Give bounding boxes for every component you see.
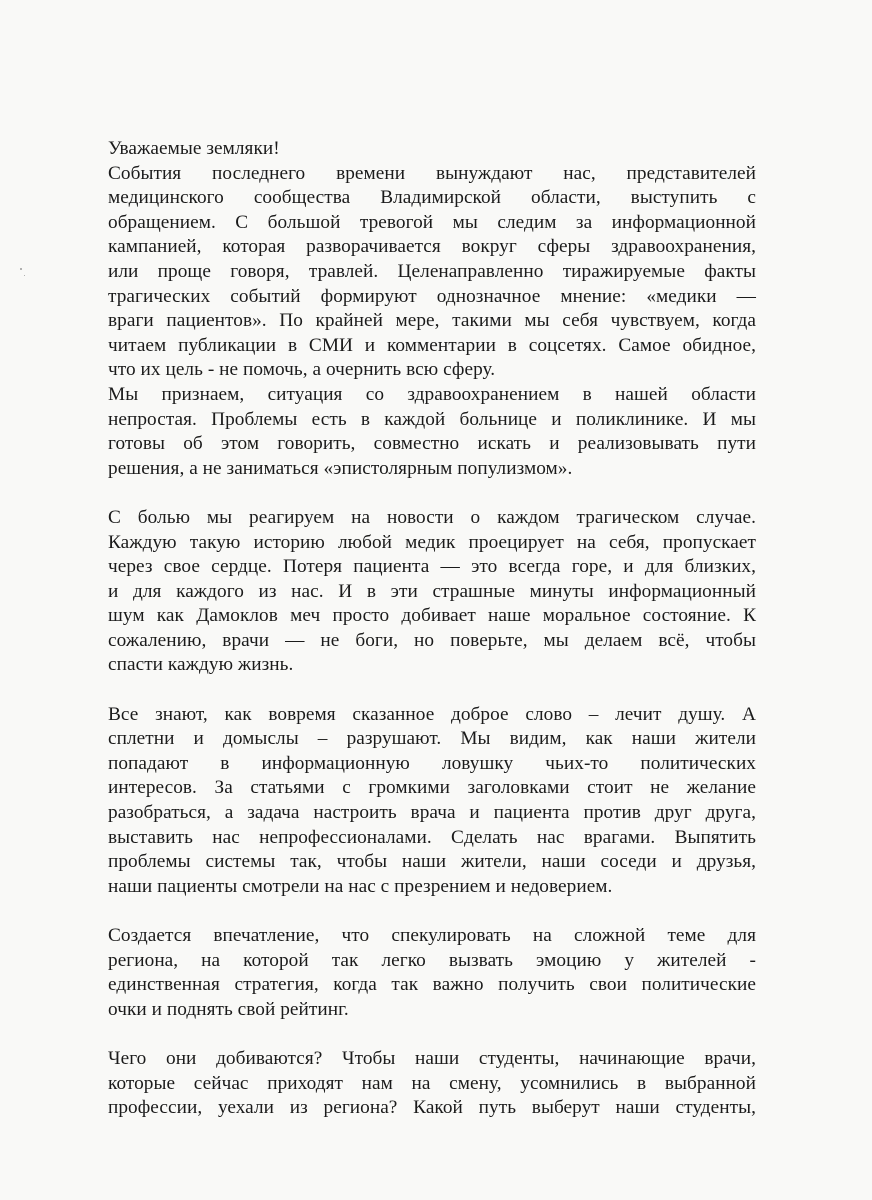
text-line: С болью мы реагируем на новости о каждом трагическом случае. bbox=[108, 506, 756, 528]
text-line: Мы признаем, ситуация со здравоохранением в нашей области bbox=[108, 383, 756, 405]
text-line: спасти каждую жизнь. bbox=[108, 654, 294, 676]
text-line: шум как Дамоклов меч просто добивает наше моральное состояние. К bbox=[108, 605, 756, 627]
text-line: профессии, уехали из региона? Какой путь выберут наши студенты, bbox=[108, 1097, 756, 1119]
text-line: интересов. За статьями с громкими заголовками стоит не желание bbox=[108, 777, 756, 799]
paragraph-gap bbox=[108, 899, 756, 924]
paragraph-gap bbox=[108, 678, 756, 703]
text-line: очки и поднять свой рейтинг. bbox=[108, 998, 349, 1020]
paragraph-6 bbox=[108, 1047, 756, 1121]
text-line: кампанией, которая разворачивается вокруг сферы здравоохранения, bbox=[108, 236, 756, 258]
paragraph-1 bbox=[108, 162, 756, 383]
paragraph-3 bbox=[108, 506, 756, 678]
text-line: непростая. Проблемы есть в каждой больнице и поликлинике. И мы bbox=[108, 408, 756, 430]
text-line: сплетни и домыслы – разрушают. Мы видим, как наши жители bbox=[108, 728, 756, 750]
text-line: региона, на которой так легко вызвать эмоцию у жителей - bbox=[108, 949, 756, 971]
text-line: разобраться, а задача настроить врача и пациента против друг друга, bbox=[108, 802, 756, 824]
text-line: через свое сердце. Потеря пациента — это всегда горе, и для близких, bbox=[108, 556, 756, 578]
paragraph-5 bbox=[108, 924, 756, 1022]
text-line: наши пациенты смотрели на нас с презрением и недоверием. bbox=[108, 875, 613, 897]
text-line: Каждую такую историю любой медик проецирует на себя, пропускает bbox=[108, 531, 756, 553]
text-line: События последнего времени вынуждают нас, представителей bbox=[108, 162, 756, 184]
appeal-letter bbox=[108, 137, 756, 1121]
scan-speck bbox=[20, 268, 22, 270]
text-line: или проще говоря, травлей. Целенаправленно тиражируемые факты bbox=[108, 260, 756, 282]
paragraph-2 bbox=[108, 383, 756, 481]
text-line: Создается впечатление, что спекулировать на сложной теме для bbox=[108, 925, 756, 946]
text-line: Все знают, как вовремя сказанное доброе слово – лечит душу. А bbox=[108, 703, 756, 725]
text-line: Чего они добиваются? Чтобы наши студенты, начинающие врачи, bbox=[108, 1047, 756, 1069]
text-line: проблемы системы так, чтобы наши жители, наши соседи и друзья, bbox=[108, 851, 756, 873]
text-line: попадают в информационную ловушку чьих-то политических bbox=[108, 752, 756, 774]
text-line: готовы об этом говорить, совместно искать и реализовывать пути bbox=[108, 433, 756, 455]
text-line: которые сейчас приходят нам на смену, усомнились в выбранной bbox=[108, 1072, 756, 1094]
letter-greeting: Уважаемые земляки! bbox=[108, 138, 280, 159]
text-line: обращением. С большой тревогой мы следим за информационной bbox=[108, 211, 756, 233]
text-line: что их цель - не помочь, а очернить всю сферу. bbox=[108, 359, 496, 381]
text-line: медицинского сообщества Владимирской области, выступить с bbox=[108, 187, 756, 209]
text-line: выставить нас непрофессионалами. Сделать нас врагами. Выпятить bbox=[108, 826, 756, 848]
paragraph-gap bbox=[108, 1022, 756, 1047]
text-line: читаем публикации в СМИ и комментарии в соцсетях. Самое обидное, bbox=[108, 334, 756, 356]
text-line: решения, а не заниматься «эпистолярным популизмом». bbox=[108, 457, 573, 479]
paragraph-gap bbox=[108, 481, 756, 506]
scan-speck bbox=[24, 275, 25, 276]
text-line: враги пациентов». По крайней мере, такими мы себя чувствуем, когда bbox=[108, 310, 756, 332]
text-line: сожалению, врачи — не боги, но поверьте, мы делаем всё, чтобы bbox=[108, 629, 756, 651]
text-line: трагических событий формируют однозначное мнение: «медики — bbox=[108, 285, 756, 307]
paragraph-4 bbox=[108, 703, 756, 900]
text-line: и для каждого из нас. И в эти страшные минуты информационный bbox=[108, 580, 756, 602]
text-line: единственная стратегия, когда так важно получить свои политические bbox=[108, 974, 756, 996]
